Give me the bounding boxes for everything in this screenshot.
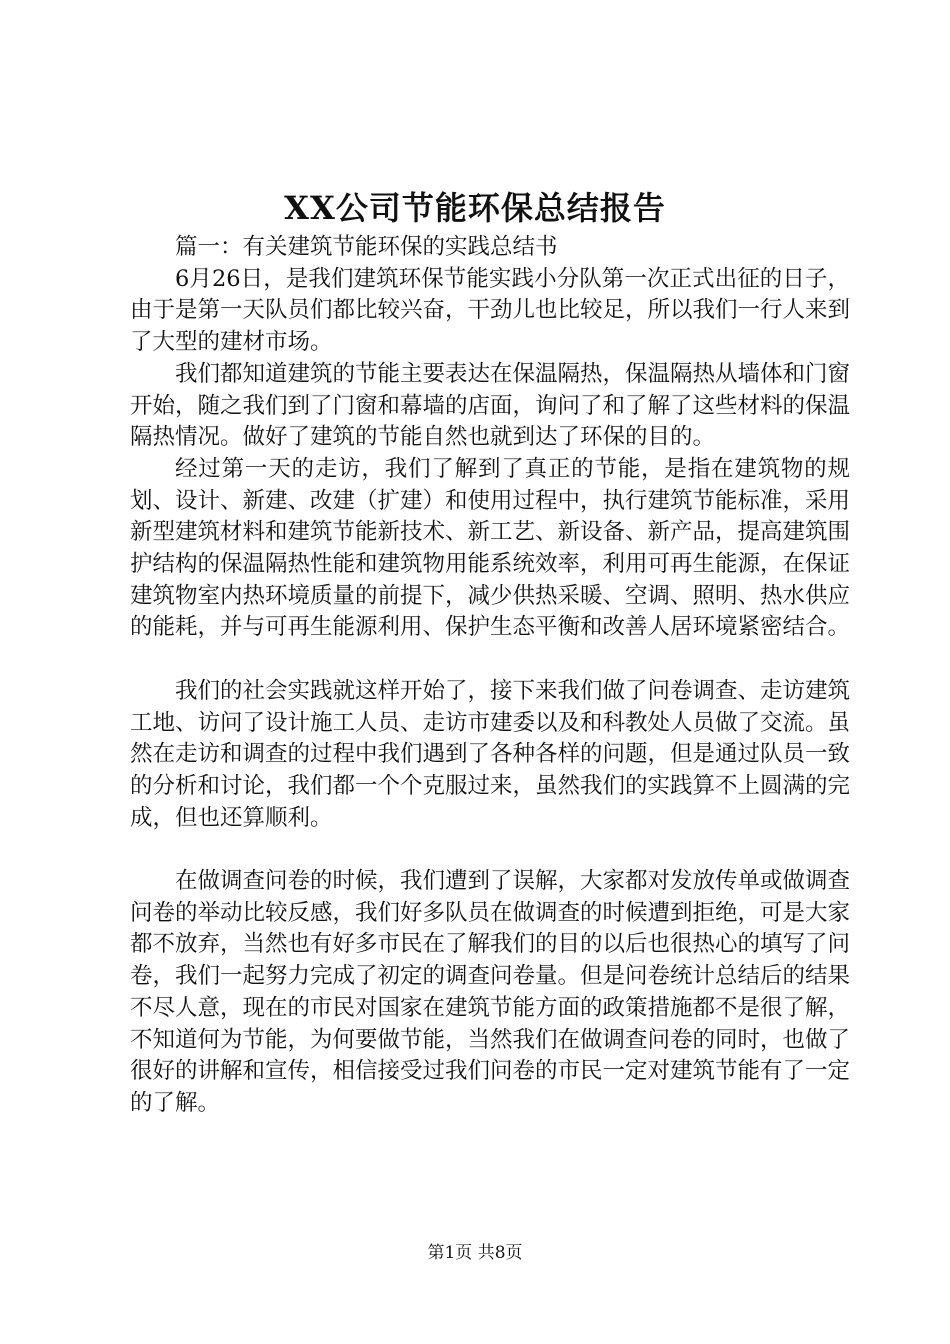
paragraph: 在做调查问卷的时候，我们遭到了误解，大家都对发放传单或做调查问卷的举动比较反感，我们好多队员在做调查的时候遭到拒绝，可是大家都不放弃，当然也有好多市民在了解我们的目的以后也很热心的填写了问卷，我们一起努力完成了初定的调查问卷量。但是问卷统计总结后的结果不尽人意，现在的市民对国家在建筑节能方面的政策措施都不是很了解，不知道何为节能，为何要做节能，当然我们在做调查问卷的同时，也做了很好的讲解和宣传，相信接受过我们问卷的市民一定对建筑节能有了一定的了解。 xyxy=(130,868,851,1116)
paragraph: 我们的社会实践就这样开始了，接下来我们做了问卷调查、走访建筑工地、访问了设计施工人员、走访市建委以及和科教处人员做了交流。虽然在走访和调查的过程中我们遇到了各种各样的问题，但是通过队员一致的分析和讨论，我们都一个个克服过来，虽然我们的实践算不上圆满的完成，但也还算顺利。 xyxy=(130,677,851,831)
document-title: XX公司节能环保总结报告 xyxy=(284,189,666,227)
paragraph: 我们都知道建筑的节能主要表达在保温隔热，保温隔热从墙体和门窗开始，随之我们到了门窗和幕墙的店面，询问了和了解了这些材料的保温隔热情况。做好了建筑的节能自然也就到达了环保的目的。 xyxy=(130,360,851,451)
paragraph: 6月26日，是我们建筑环保节能实践小分队第一次正式出征的日子，由于是第一天队员们都比较兴奋，干劲儿也比较足，所以我们一行人来到了大型的建材市场。 xyxy=(130,265,851,356)
section-subtitle: 篇一：有关建筑节能环保的实践总结书 xyxy=(175,234,558,260)
paragraph: 经过第一天的走访，我们了解到了真正的节能，是指在建筑物的规划、设计、新建、改建（扩建）和使用过程中，执行建筑节能标准，采用新型建筑材料和建筑节能新技术、新工艺、新设备、新产品，提高建筑围护结构的保温隔热性能和建筑物用能系统效率，利用可再生能源，在保证建筑物室内热环境质量的前提下，减少供热采暖、空调、照明、热水供应的能耗，并与可再生能源利用、保护生态平衡和改善人居环境紧密结合。 xyxy=(130,455,851,641)
document-body xyxy=(130,232,850,1120)
page-number-footer: 第1页 共8页 xyxy=(427,1243,523,1263)
